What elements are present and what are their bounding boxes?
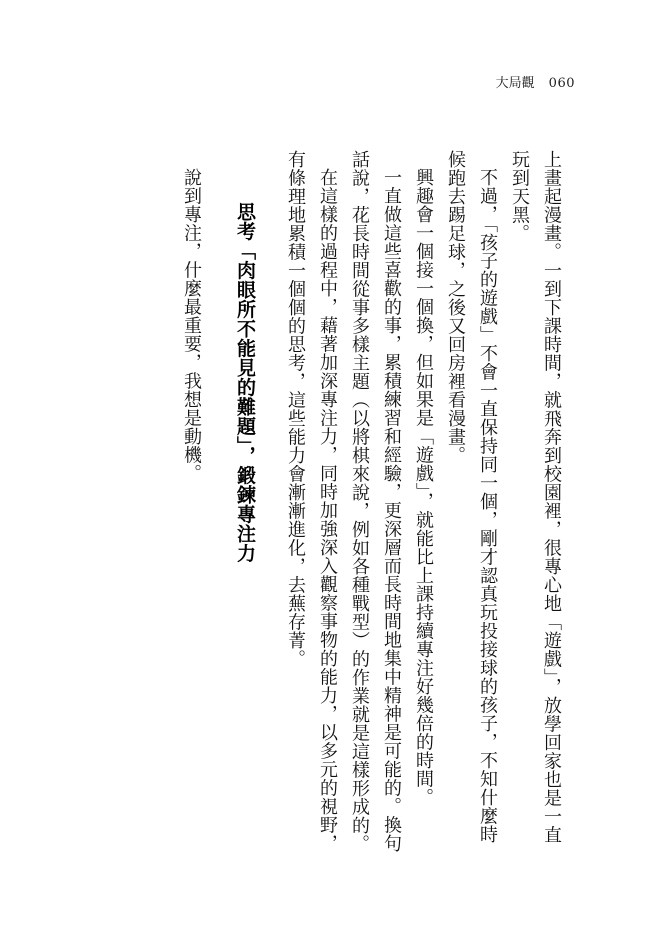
paragraph-3: 興趣會一個接一個換，但如果是「遊戲」，就能比上課持續專注好幾倍的時間。 — [413, 168, 434, 807]
paragraph-2: 不過，「孩子的遊戲」不會一直保持同一個，剛才認真玩投接球的孩子，不知什麼時候跑去踢足球，之後又回房裡看漫畫。 — [445, 150, 498, 844]
section-heading: 思考「肉眼所不能見的難題」，鍛鍊專注力 — [234, 202, 256, 563]
paragraph-1: 上畫起漫畫。一到下課時間，就飛奔到校園裡，很專心地「遊戲」，放學回家也是一直玩到天黑。 — [509, 150, 562, 844]
book-title: 大局觀 — [495, 76, 535, 91]
running-header — [496, 72, 575, 91]
vertical-text-body — [87, 150, 567, 860]
paragraph-4: 一直做這些喜歡的事，累積練習和經驗，更深層而長時間地集中精神是可能的。換句話說，花長時間從事多樣主題（以將棋來說，例如各種戰型）的作業就是這樣形成的。 — [349, 150, 402, 853]
paragraph-5: 在這樣的過程中，藉著加深專注力，同時加強深入觀察事物的能力，以多元的視野，有條理地累積一個個的思考，這些能力會漸漸進化，去蕪存菁。 — [285, 150, 338, 853]
page-number: 060 — [548, 76, 575, 91]
paragraph-6: 說到專注，什麼最重要，我想是動機。 — [181, 168, 202, 483]
